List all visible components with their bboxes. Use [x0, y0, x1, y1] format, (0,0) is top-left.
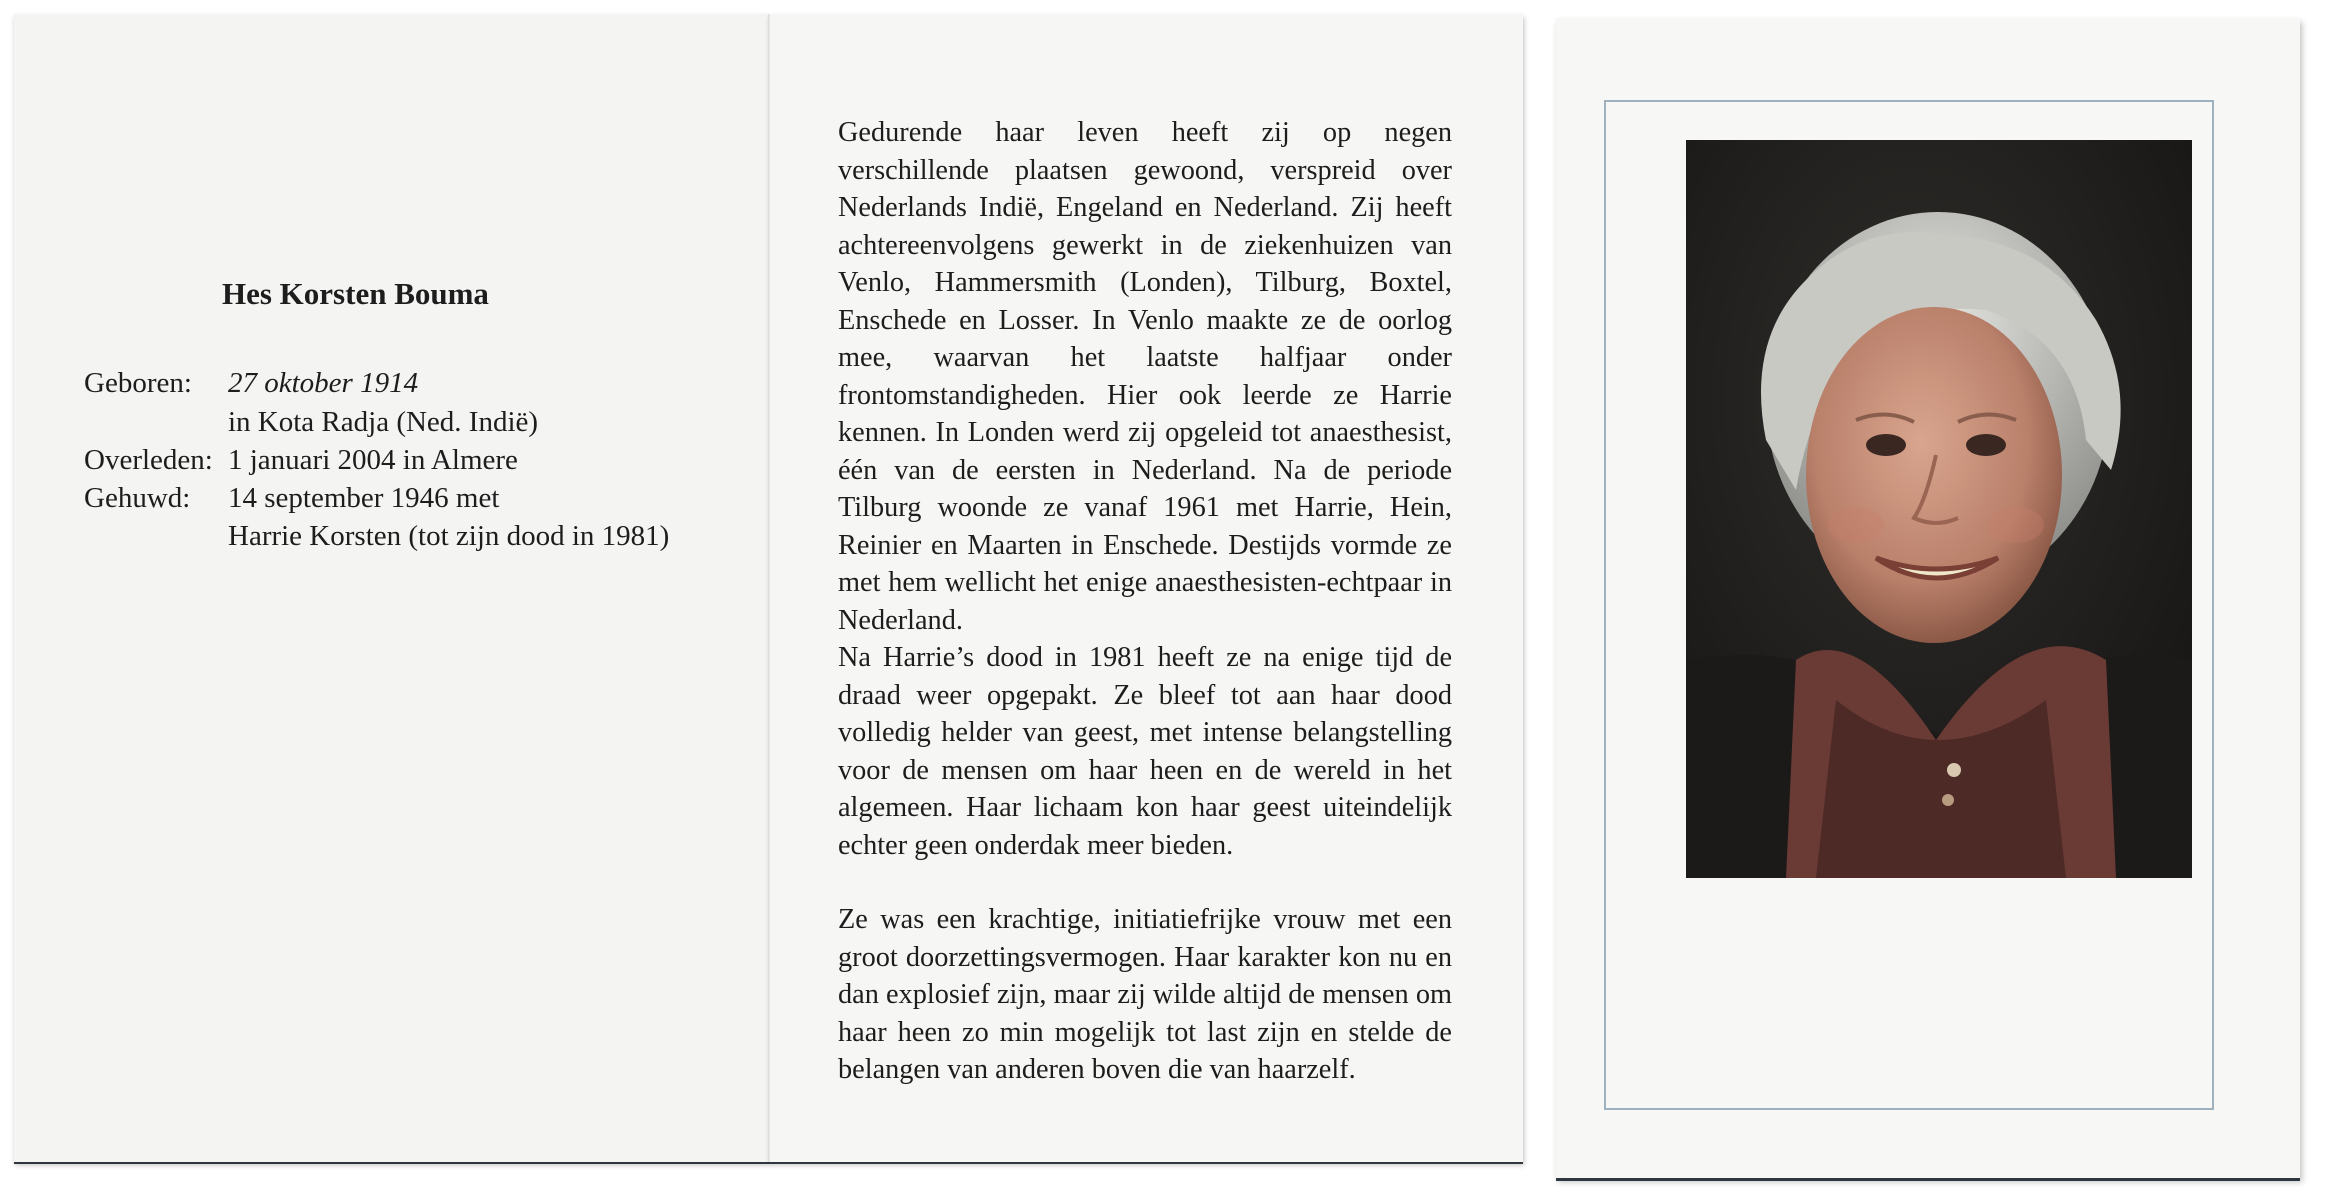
born-place: in Kota Radja (Ned. Indië): [228, 406, 539, 438]
biography-text: [838, 114, 1452, 1089]
biography-paragraph-3: Ze was een krachtige, initiatiefrijke vrouw met een groot doorzettingsvermogen. Haar karakter kon nu en dan explosief zijn, maar zij wilde altijd de mensen om haar heen zo min mogelijk tot last zijn en stelde de belangen van anderen boven die van haarzelf.: [838, 904, 1452, 1085]
fold-line: [768, 14, 770, 1162]
biography-paragraph-1: Gedurende haar leven heeft zij op negen verschillende plaatsen gewoond, verspreid over Nederlands Indië, Engeland en Nederland. Zij heeft achtereenvolgens gewerkt in de ziekenhuizen van Venlo, Hammersmith (Londen), Tilburg, Boxtel, Enschede en Losser. In Venlo maakte ze de oorlog mee, waarvan het laatste halfjaar onder frontomstandigheden. Hier ook leerde ze Harrie kennen. In Londen werd zij opgeleid tot anaesthesist, één van de eersten in Nederland. Na de periode Tilburg woonde ze vanaf 1961 met Harrie, Hein, Reinier en Maarten in Enschede. Destijds vormde ze met hem wellicht het enige anaesthesisten-echtpaar in Nederland.: [838, 117, 1452, 636]
biography-paragraph-2: Na Harrie’s dood in 1981 heeft ze na enige tijd de draad weer opgepakt. Ze bleef tot aan haar dood volledig helder van geest, met intense belangstelling voor de mensen om haar heen en de wereld in het algemeen. Haar lichaam kon haar geest uiteindelijk echter geen onderdak meer bieden.: [838, 642, 1452, 861]
left-page: [14, 14, 769, 1162]
born-label: Geboren:: [84, 367, 192, 399]
photo-card: [1556, 18, 2300, 1178]
married-label: Gehuwd:: [84, 482, 191, 514]
died-value: 1 januari 2004 in Almere: [228, 444, 518, 476]
born-date: 27 oktober 1914: [228, 367, 419, 399]
deceased-name: Hes Korsten Bouma: [222, 276, 489, 311]
died-label: Overleden:: [84, 444, 213, 476]
spouse-value: Harrie Korsten (tot zijn dood in 1981): [228, 520, 670, 552]
portrait-photo: [1686, 140, 2192, 878]
married-value: 14 september 1946 met: [228, 482, 500, 514]
